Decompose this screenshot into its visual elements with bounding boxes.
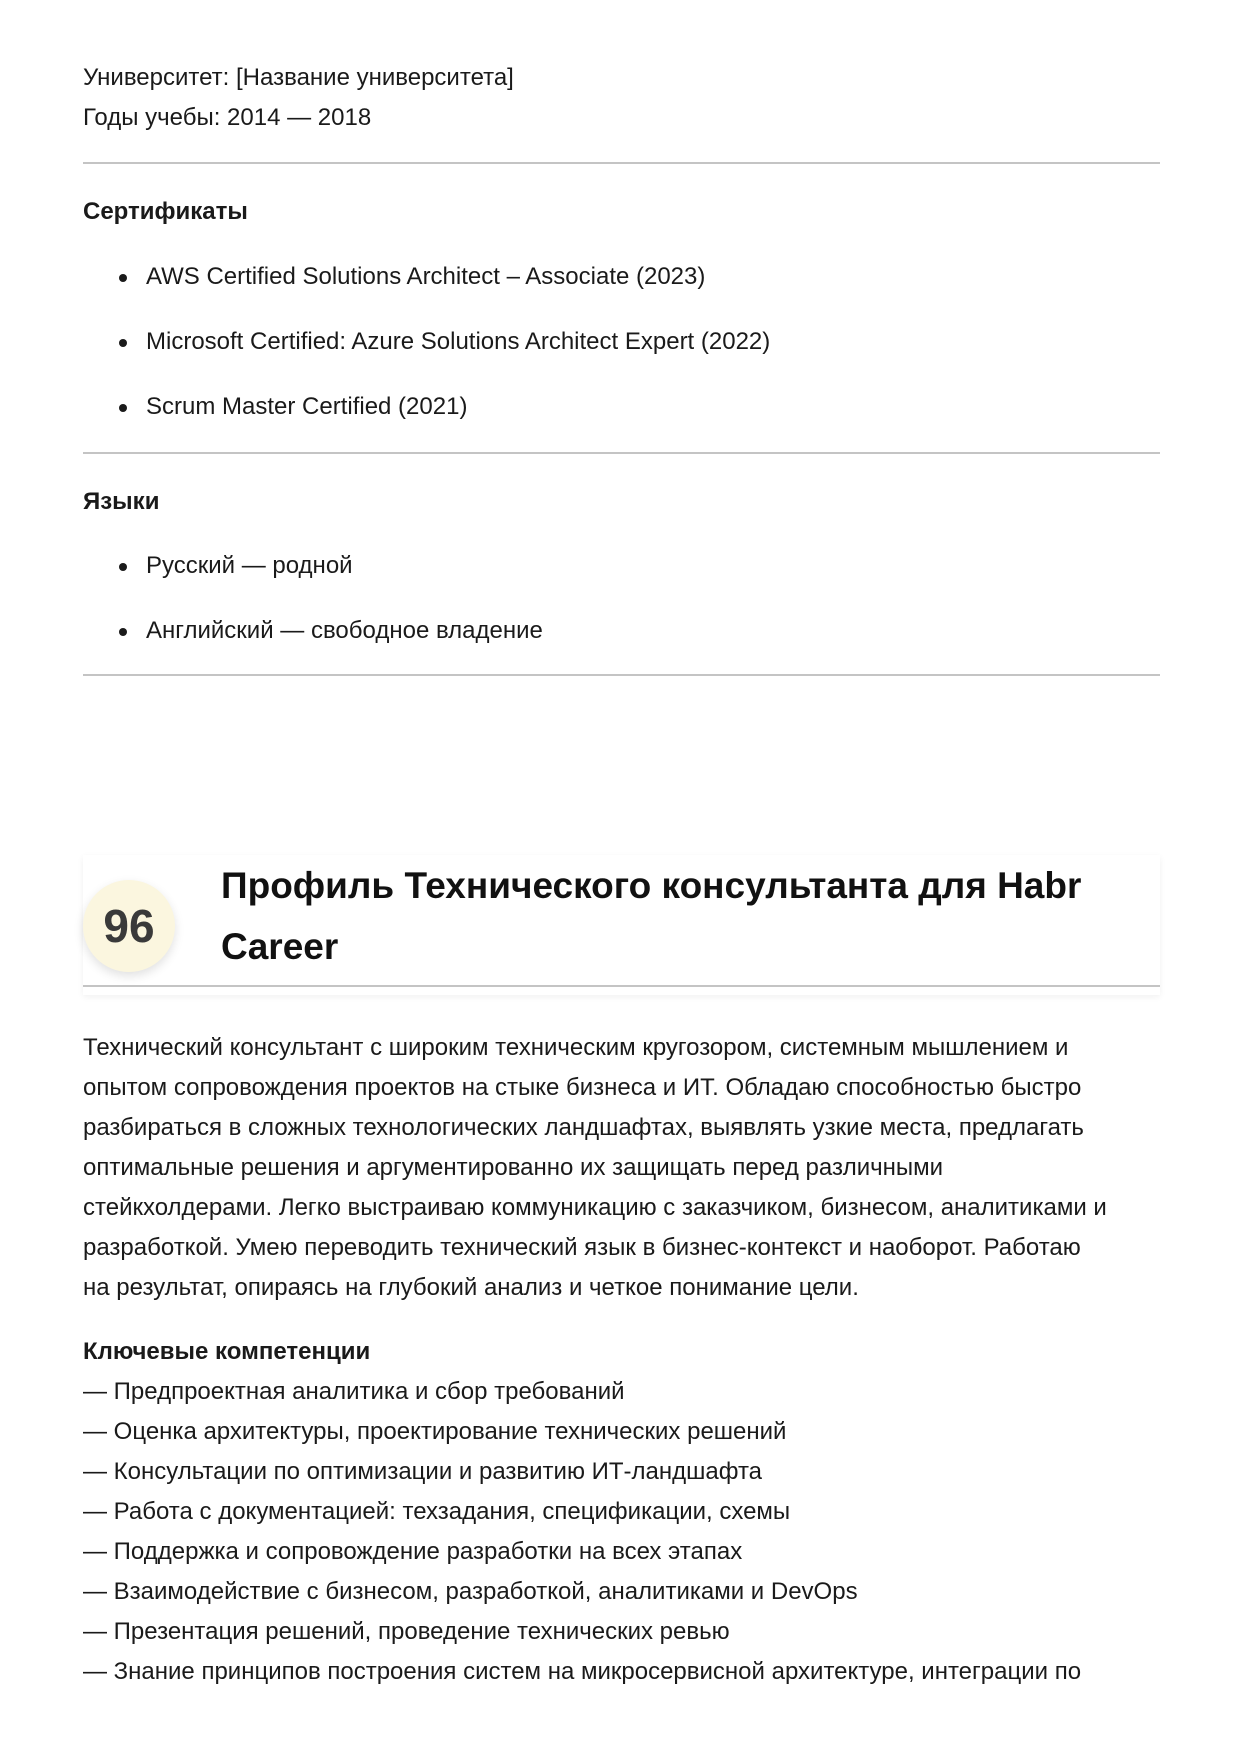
certificates-list <box>83 262 770 422</box>
list-item: — Взаимодействие с бизнесом, разработкой, аналитиками и DevOps <box>83 1578 858 1605</box>
list-item: Microsoft Certified: Azure Solutions Architect Expert (2022) <box>83 327 770 357</box>
profile-header <box>83 855 1160 995</box>
bullet-icon <box>119 339 127 347</box>
bullet-icon <box>119 404 127 412</box>
languages-heading: Языки <box>83 488 160 515</box>
list-item: — Консультации по оптимизации и развитию ИТ-ландшафта <box>83 1458 763 1485</box>
list-item: — Презентация решений, проведение технических ревью <box>83 1618 730 1645</box>
list-item: AWS Certified Solutions Architect – Associate (2023) <box>83 262 770 292</box>
list-item: — Предпроектная аналитика и сбор требований <box>83 1378 625 1405</box>
divider <box>83 985 1160 987</box>
list-item: — Поддержка и сопровождение разработки на всех этапах <box>83 1538 743 1565</box>
list-item: Scrum Master Certified (2021) <box>83 392 770 422</box>
bullet-icon <box>119 563 127 571</box>
competencies-list <box>83 1372 1081 1692</box>
bullet-icon <box>119 628 127 636</box>
list-item: Русский — родной <box>83 551 543 581</box>
list-item: Английский — свободное владение <box>83 616 543 646</box>
divider <box>83 162 1160 164</box>
competencies-heading: Ключевые компетенции <box>83 1338 371 1365</box>
divider <box>83 452 1160 454</box>
education-block <box>83 58 514 138</box>
university-line: Университет: [Название университета] <box>83 64 514 91</box>
divider <box>83 674 1160 676</box>
profile-number-badge: 96 <box>83 880 175 972</box>
profile-title: Профиль Технического консультанта для Habr Career <box>221 865 1082 967</box>
profile-summary: Технический консультант с широким техническим кругозором, системным мышлением и опытом сопровождения проектов на стыке бизнеса и ИТ. Обладаю способностью быстро разбираться в сложных технологических ландшафтах, выявлять узкие места, предлагать оптимальные решения и аргументированно их защищать перед различными стейкхолдерами. Легко выстраиваю коммуникацию с заказчиком, бизнесом, аналитиками и разработкой. Умею переводить технический язык в бизнес-контекст и наоборот. Работаю на результат, опираясь на глубокий анализ и четкое понимание цели. <box>83 1034 1107 1301</box>
languages-list <box>83 551 543 646</box>
bullet-icon <box>119 274 127 282</box>
list-item: — Работа с документацией: техзадания, спецификации, схемы <box>83 1498 791 1525</box>
list-item: — Оценка архитектуры, проектирование технических решений <box>83 1418 787 1445</box>
certificates-heading: Сертификаты <box>83 198 248 225</box>
study-years-line: Годы учебы: 2014 — 2018 <box>83 104 372 131</box>
list-item: — Знание принципов построения систем на микросервисной архитектуре, интеграции по <box>83 1658 1082 1685</box>
